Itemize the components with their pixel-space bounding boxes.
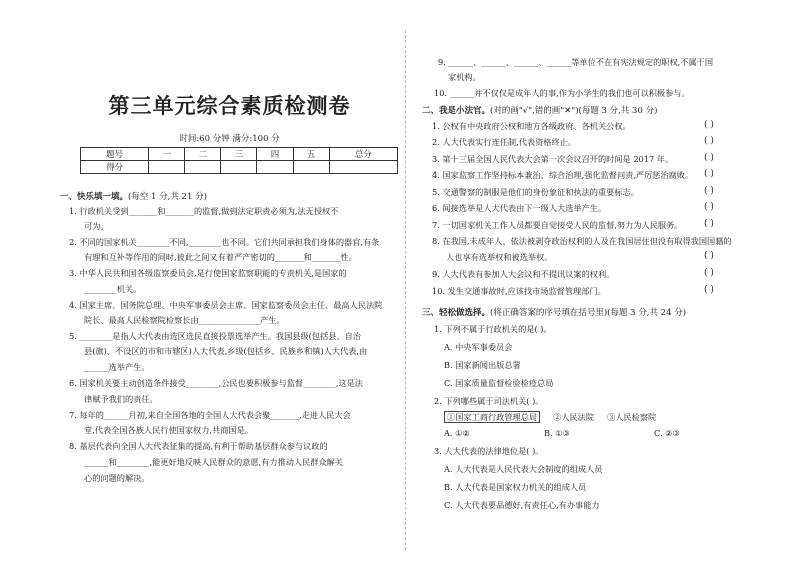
answer-paren[interactable]: ( ) bbox=[704, 136, 714, 146]
answer-paren[interactable]: ( ) bbox=[704, 268, 714, 278]
judge-item: 5. 交通警察的制服是他们的身份象征和执法的重要标志。 bbox=[432, 187, 639, 197]
section1-title: 一、快乐填一填。 bbox=[60, 192, 129, 202]
s1-line: 律赋予我们的责任。 bbox=[84, 394, 158, 404]
rt-line: 10. ______并不仅仅是成年人的事,作为小学生的我们也可以积极参与。 bbox=[434, 88, 690, 98]
score-table bbox=[80, 147, 398, 174]
choice-option[interactable]: A. 中央军事委员会 bbox=[444, 342, 513, 352]
choice-option[interactable]: B. ①③ bbox=[544, 428, 570, 438]
judge-item: 10. 发生交通事故时,应该找市场监督管理部门。 bbox=[432, 286, 606, 296]
sample-item: ②人民法院 bbox=[553, 412, 595, 422]
answer-paren[interactable]: ( ) bbox=[704, 153, 714, 163]
judge-item: 1. 公权有中央政府公权和地方各级政府、各机关公权。 bbox=[432, 121, 631, 131]
judge-item: 4. 国家监察工作坚持标本兼治、综合治理,强化监督问责,严厉惩治腐败。 bbox=[432, 170, 694, 180]
score-header-cell: 题号 bbox=[81, 148, 149, 161]
score-header-cell: 二 bbox=[185, 148, 221, 161]
answer-paren[interactable]: ( ) bbox=[704, 186, 714, 196]
choice-question: 1. 下列不属于行政机关的是( )。 bbox=[434, 324, 552, 334]
score-header-cell: 五 bbox=[293, 148, 329, 161]
score-table-header-row bbox=[81, 148, 398, 161]
choice-option[interactable]: C. ②③ bbox=[654, 428, 680, 438]
s1-line: 可为。 bbox=[84, 221, 109, 231]
score-input-cell[interactable] bbox=[257, 161, 293, 174]
fold-divider bbox=[405, 30, 406, 550]
score-header-cell: 四 bbox=[257, 148, 293, 161]
s1-line: 1. 行政机关受到_______和_______的监督,做到法定职责必须为,法无授权不 bbox=[69, 206, 339, 216]
s1-line: ________机关。 bbox=[84, 284, 142, 294]
choice-option[interactable]: C. 人大代表要品德好,有责任心,有办事能力 bbox=[444, 500, 600, 510]
score-header-cell: 三 bbox=[221, 148, 257, 161]
s1-line: 2. 不同的国家机关________不同,________也不同。它们共同承担我们身体的器官,有条 bbox=[69, 237, 380, 247]
sample-item: ③人民检察院 bbox=[607, 412, 657, 422]
s1-line: 心的问题的解决。 bbox=[84, 473, 150, 483]
s1-line: ______选举产生。 bbox=[84, 362, 150, 372]
s1-line: 3. 中华人民共和国各级监察委员会,是行使国家监察职能的专责机关,是国家的 bbox=[69, 268, 347, 278]
choice-option[interactable]: B. 国家新闻出版总署 bbox=[444, 360, 521, 370]
choice-option[interactable]: A. ①② bbox=[444, 428, 470, 438]
score-input-cell[interactable] bbox=[185, 161, 221, 174]
score-input-cell[interactable] bbox=[221, 161, 257, 174]
judge-item: 9. 人大代表有参加人大会议和不提讯议案的权利。 bbox=[432, 269, 615, 279]
s1-line: 7. 每年的______月初,来自全国各地的全国人大代表会聚_______,走进人民大会 bbox=[69, 410, 351, 420]
score-table-score-row bbox=[81, 161, 398, 174]
section2-note: (对的画"√",错的画"✕")(每题 3 分,共 30 分) bbox=[490, 106, 658, 116]
section3-note: (将正确答案的序号填在括号里)(每题 3 分,共 24 分) bbox=[490, 308, 687, 318]
rt-line: 9. ______、______、______、______等单位不在有宪法规定的职权,不属于国 bbox=[438, 57, 714, 67]
rt-line: 家机构。 bbox=[448, 72, 481, 82]
score-input-cell[interactable] bbox=[293, 161, 329, 174]
section2-heading bbox=[422, 104, 657, 116]
answer-paren[interactable]: ( ) bbox=[704, 169, 714, 179]
section1-note: (每空 1 分,共 21 分) bbox=[128, 192, 207, 202]
answer-paren[interactable]: ( ) bbox=[704, 202, 714, 212]
choice-question: 2. 下列哪些属于司法机关( )。 bbox=[434, 396, 544, 406]
judge-item: 人也享有选举权和被选举权。 bbox=[446, 252, 553, 262]
score-input-cell[interactable] bbox=[149, 161, 185, 174]
sample-row bbox=[444, 411, 656, 424]
section1-heading bbox=[60, 190, 207, 202]
page-title: 第三单元综合素质检测卷 bbox=[108, 94, 351, 118]
right-column bbox=[424, 0, 769, 561]
sample-item: ①国家工商行政管理总局 bbox=[444, 411, 540, 423]
section2-title: 二、我是小法官。 bbox=[422, 106, 491, 116]
judge-item: 3. 第十三届全国人民代表大会第一次会议召开的时间是 2017 年。 bbox=[432, 154, 674, 164]
s1-line: 6. 国家机关要主动创造条件接受________,公民也要积极参与监督________,这是法 bbox=[69, 378, 363, 388]
section3-heading bbox=[422, 306, 686, 318]
judge-item: 7. 一切国家机关工作人员都要自觉接受人民的监督,努力为人民服务。 bbox=[432, 220, 683, 230]
answer-paren[interactable]: ( ) bbox=[704, 285, 714, 295]
exam-meta: 时间:60 分钟 满分:100 分 bbox=[179, 134, 280, 144]
answer-paren[interactable]: ( ) bbox=[704, 120, 714, 130]
left-column bbox=[62, 0, 397, 561]
score-input-cell[interactable] bbox=[329, 161, 397, 174]
choice-option[interactable]: C. 国家质量监督检验检疫总局 bbox=[444, 378, 554, 388]
score-header-cell: 总分 bbox=[329, 148, 397, 161]
choice-option[interactable]: B. 人大代表是国家权力机关的组成人员 bbox=[444, 482, 587, 492]
section3-title: 三、轻松做选择。 bbox=[422, 308, 491, 318]
judge-item: 6. 间接选举是人大代表由下一级人大选举产生。 bbox=[432, 203, 607, 213]
s1-line: 4. 国家主席、国务院总理、中央军事委员会主席、国家监察委员会主任、最高人民法院 bbox=[69, 300, 383, 310]
answer-paren[interactable]: ( ) bbox=[704, 219, 714, 229]
s1-line: ______和________,能更好地反映人民群众的意愿,有力推动人民群众解关 bbox=[84, 457, 344, 467]
s1-line: 5. ________是指人大代表由选区选民直接投票选举产生。我国县级(包括县、自治 bbox=[69, 331, 361, 341]
s1-line: 堂,代表全国各族人民行使国家权力,共商国是。 bbox=[84, 425, 253, 435]
s1-line: 院长、最高人民检察院检察长由_______________产生。 bbox=[84, 315, 285, 325]
answer-paren[interactable]: ( ) bbox=[704, 251, 714, 261]
s1-line: 县(旗)、不设区的市和市辖区)人大代表,乡级(包括乡、民族乡和镇)人大代表,由 bbox=[84, 346, 368, 356]
choice-option[interactable]: A. 人大代表是人民代表大会制度的组成人员 bbox=[444, 464, 603, 474]
judge-item: 2. 人大代表实行连任制,代表资格终止。 bbox=[432, 137, 577, 147]
judge-item: 8. 在我国,未成年人、依法被剥夺政治权利的人及在我国居住但没有取得我国国籍的 bbox=[432, 236, 732, 246]
s1-line: 8. 基层代表向全国人大代表征集的提高,有利于帮助基层群众参与议政的 bbox=[69, 441, 328, 451]
score-header-cell: 一 bbox=[149, 148, 185, 161]
choice-question: 3. 人大代表的法律地位是( )。 bbox=[434, 446, 544, 456]
s1-line: 有理和互补等作用的同时,彼此之间又有着严产密切的_______和_______性。 bbox=[84, 252, 357, 262]
score-row-label: 得分 bbox=[81, 161, 149, 174]
